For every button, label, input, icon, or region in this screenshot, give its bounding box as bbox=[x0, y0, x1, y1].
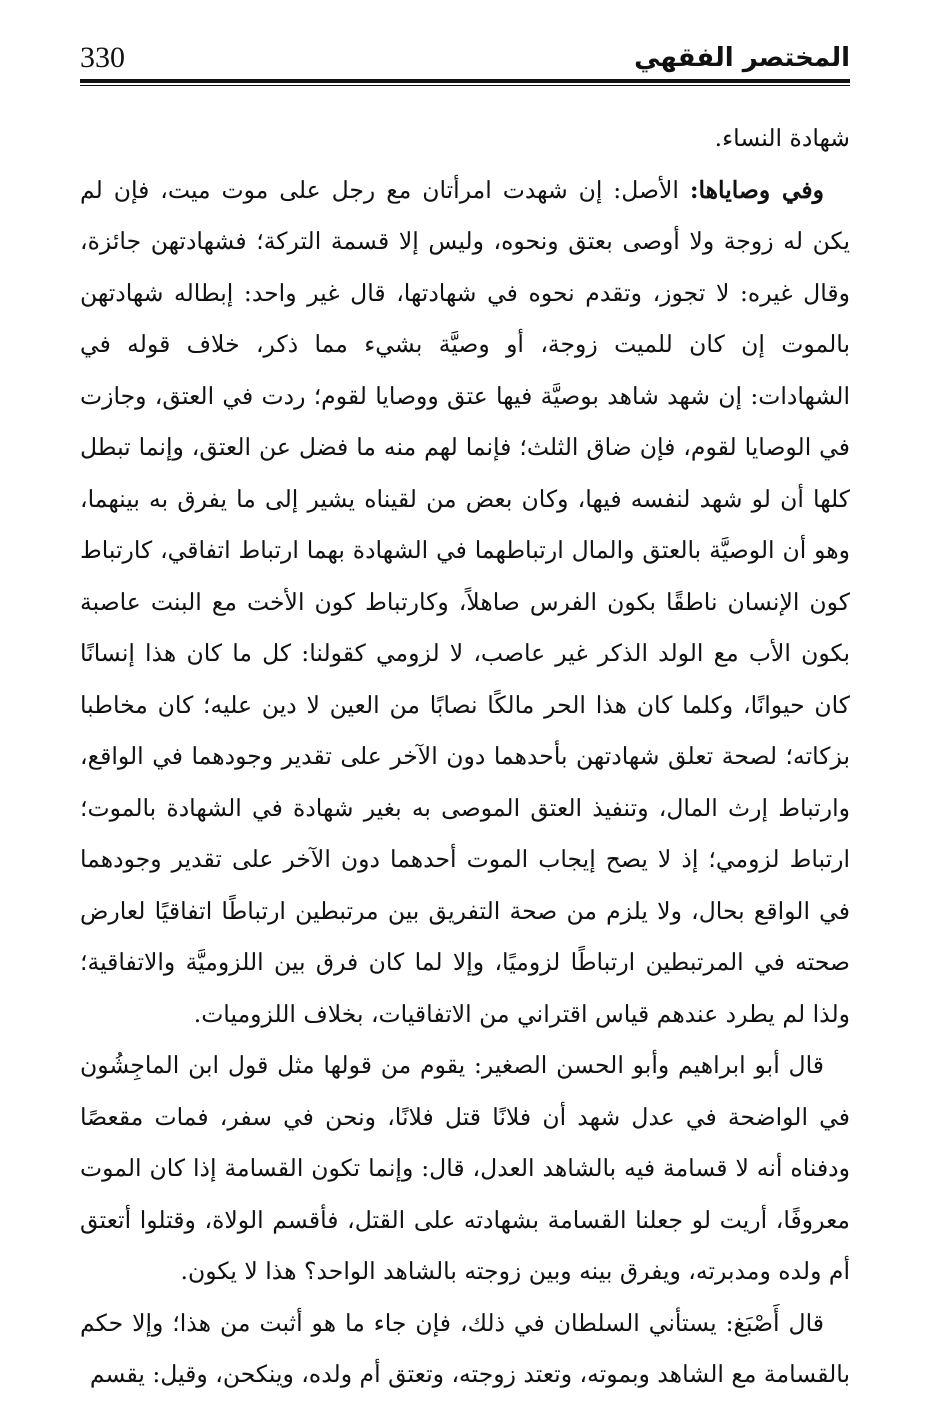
paragraph-3: قال أبو ابراهيم وأبو الحسن الصغير: يقوم من قولها مثل قول ابن الماجِشُون في الواضحة في عدل شهد أن فلانًا قتل فلانًا، ونحن في سفر، فمات مقعصًا ودفناه أنه لا قسامة فيه بالشاهد العدل، قال: وإنما تكون القسامة إذا كان الموت معروفًا، أريت لو جعلنا القسامة بشهادته على القتل، فأقسم الولاة، وقتلوا أتعتق أم ولده ومدبرته، ويفرق بينه وبين زوجته بالشاهد الواحد؟ هذا لا يكون. bbox=[80, 1051, 850, 1285]
paragraph-2 bbox=[80, 165, 850, 1041]
paragraph-1: شهادة النساء. bbox=[714, 124, 850, 152]
page-number: 330 bbox=[80, 41, 125, 74]
header-rule-thin bbox=[80, 85, 850, 86]
paragraph-4: قال أَصْبَغ: يستأني السلطان في ذلك، فإن جاء ما هو أثبت من هذا؛ وإلا حكم بالقسامة مع الشاهد وبموته، وتعتد زوجته، وتعتق أم ولده، وينكحن، وقيل: يقسم bbox=[80, 1308, 850, 1388]
page-body bbox=[80, 113, 850, 1401]
header-rule-thick bbox=[80, 79, 850, 83]
paragraph-2-text: الأصل: إن شهدت امرأتان مع رجل على موت ميت، فإن لم يكن له زوجة ولا أوصى بعتق ونحوه، وليس إلا قسمة التركة؛ فشهادتهن جائزة، وقال غيره: لا تجوز، وتقدم نحوه في شهادتها، قال غير واحد: إبطاله شهادتهن بالموت إن كان للميت زوجة، أو وصيَّة بشيء مما ذكر، خلاف قوله في الشهادات: إن شهد شاهد بوصيَّة فيها عتق ووصايا لقوم؛ ردت في العتق، وجازت في الوصايا لقوم، فإن ضاق الثلث؛ فإنما لهم منه ما فضل عن العتق، وإنما تبطل كلها أن لو شهد لنفسه فيها، وكان بعض من لقيناه يشير إلى ما يفرق به بينهما، وهو أن الوصيَّة بالعتق والمال ارتباطهما في الشهادة بهما ارتباط اتفاقي، كارتباط كون الإنسان ناطقًا بكون الفرس صاهلاً، وكارتباط كون الأخت مع البنت عاصبة بكون الأب مع الولد الذكر غير عاصب، لا لزومي كقولنا: كل ما كان هذا إنسانًا كان حيوانًا، وكلما كان هذا الحر مالكًا نصابًا من العين لا دين عليه؛ كان مخاطبا بزكاته؛ لصحة تعلق شهادتهن بأحدهما دون الآخر على تقدير وجودهما في الواقع، وارتباط إرث المال، وتنفيذ العتق الموصى به بغير شهادة في الشهادة بالموت؛ ارتباط لزومي؛ إذ لا يصح إيجاب الموت أحدهما دون الآخر على تقدير وجودهما في الواقع بحال، ولا يلزم من صحة التفريق بين مرتبطين ارتباطًا اتفاقيًا لعارض صحته في المرتبطين ارتباطًا لزوميًا، وإلا لما كان فرق بين اللزوميَّة والاتفاقية؛ ولذا لم يطرد عندهم قياس اقتراني من الاتفاقيات، بخلاف اللزوميات. bbox=[80, 175, 850, 1028]
paragraph-2-lead: وفي وصاياها: bbox=[689, 175, 824, 204]
running-title: المختصر الفقهي bbox=[634, 43, 850, 73]
page-header bbox=[80, 38, 850, 78]
